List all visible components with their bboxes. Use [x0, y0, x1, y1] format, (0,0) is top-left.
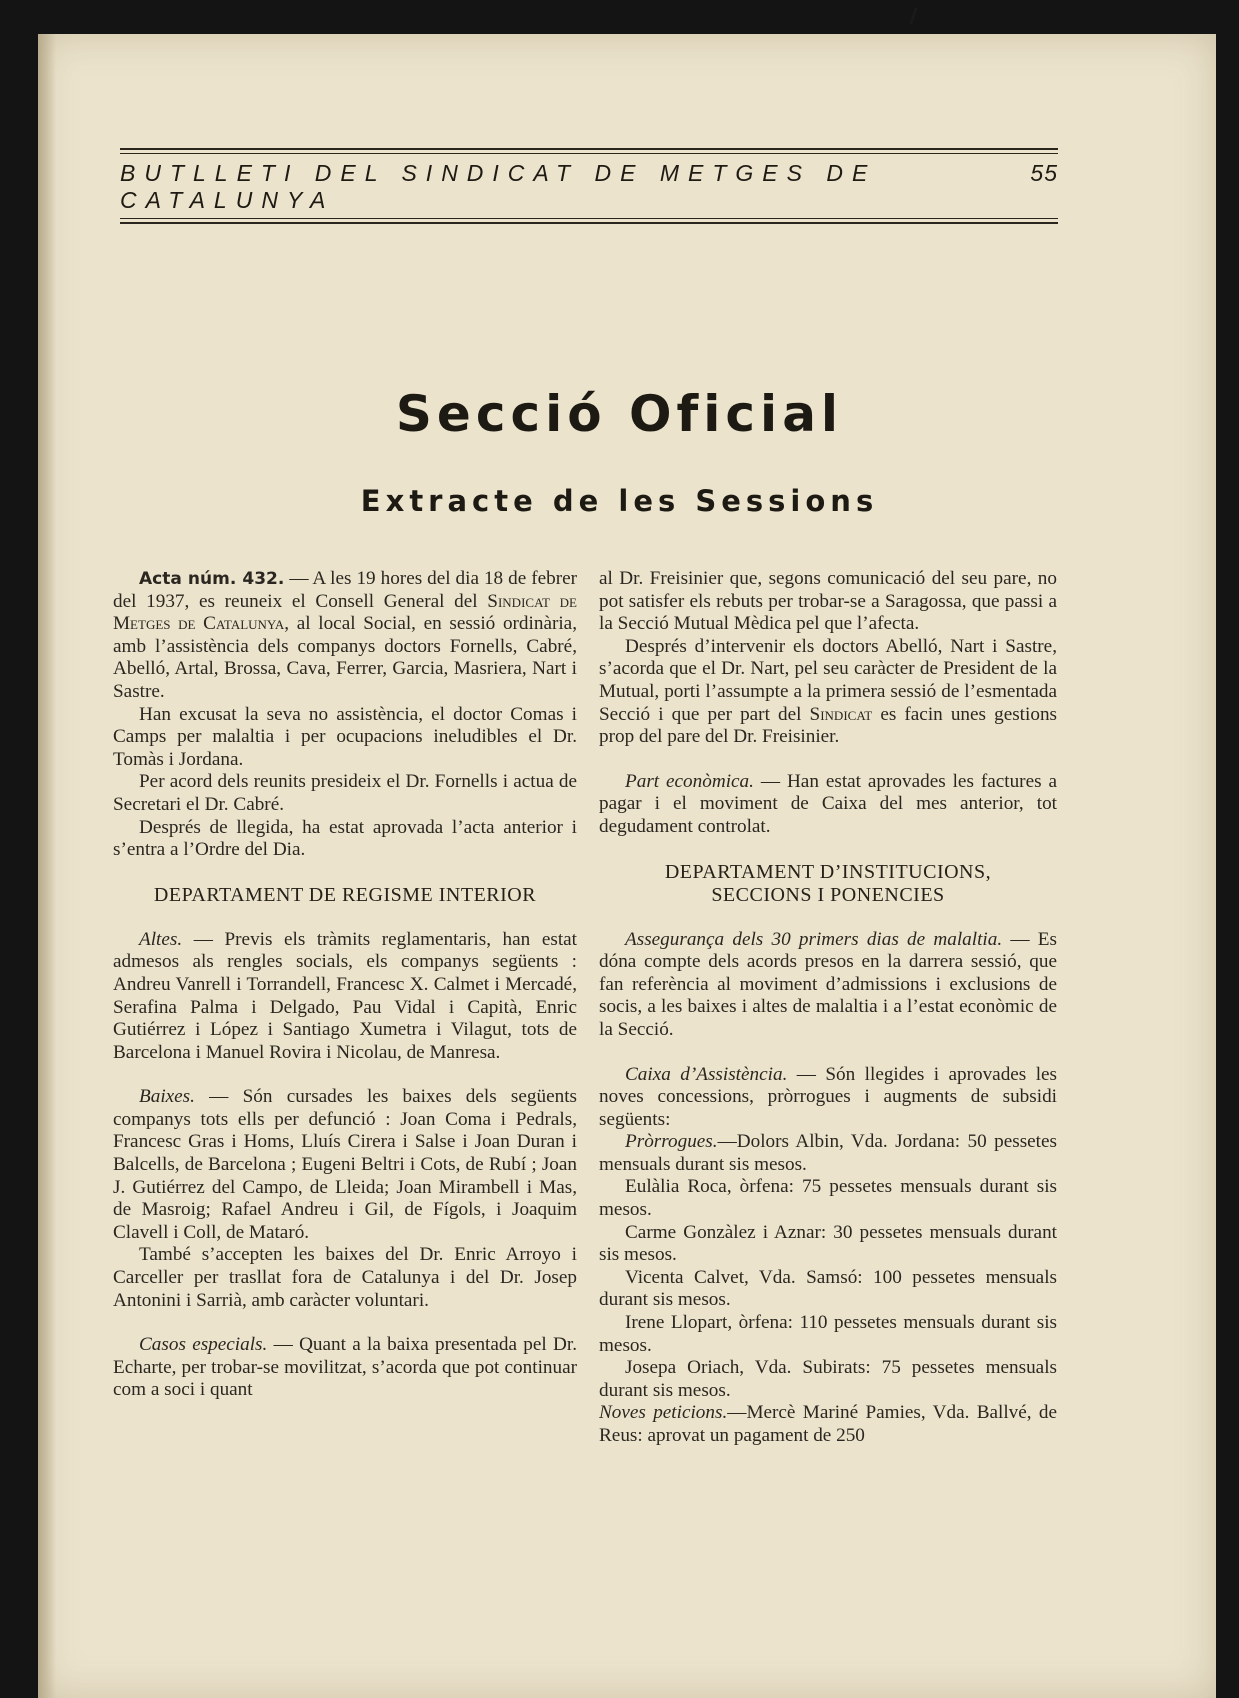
paragraph-nart: [599, 636, 1057, 749]
baixes-text: — Són cursades les baixes dels següents companys tots ells per defunció : Joan Coma i Pedrals, Francesc Gras i Homs, Lluís Cirera i Salse i Joan Duran i Balcells, de Barcelona ; Eugeni Beltri i Cots, de Rubí ; Joan J. Gutiérrez del Campo, de Lleida; Joan Mirambell i Mas, de Masroig; Rafael Andreu i Gil, de Fígols, i Joaquim Clavell i Coll, de Mataró.: [113, 1086, 577, 1243]
pencil-mark: [909, 8, 917, 24]
spacer: [599, 749, 1057, 771]
list-item: Josepa Oriach, Vda. Subirats: 75 pessetes mensuals durant sis mesos.: [599, 1357, 1057, 1401]
part-text: — Han estat aprovades les factures a pagar i el moviment de Caixa del mes anterior, tot degudament controlat.: [599, 770, 1057, 837]
list-item: Vicenta Calvet, Vda. Samsó: 100 pessetes mensuals durant sis mesos.: [599, 1266, 1057, 1311]
nart-text-a: Després d’intervenir els doctors Abelló, Nart i Sastre, s’acorda que el Dr. Nart, pel seu caràcter de President de la Mutual, porti l’assumpte a la primera sessió de l’esmentada Secció i que per part del: [599, 635, 1057, 725]
prorr-text: —Dolors Albin, Vda. Jordana: 50 pessetes mensuals durant sis mesos.: [599, 1131, 1057, 1175]
paragraph-asseguranca: [599, 929, 1057, 1042]
header-rule-bottom: [120, 222, 1058, 224]
baixes-label: Baixes.: [139, 1086, 195, 1108]
org-name: Sindicat de Metges de Catalunya: [113, 590, 577, 635]
paragraph-acta-approved: Després de llegida, ha estat aprovada l’acta anterior i s’entra a l’Ordre del Dia.: [113, 816, 577, 861]
dept-heading-line-2: SECCIONS I PONENCIES: [711, 883, 945, 906]
spacer: [599, 1042, 1057, 1064]
running-header-row: [120, 154, 1058, 218]
acta-paragraph: [113, 568, 577, 704]
casos-label: Casos especials.: [139, 1334, 268, 1356]
noves-text: —Mercè Mariné Pamies, Vda. Ballvé, de Reus: aprovat un pagament de 250: [599, 1402, 1057, 1446]
list-item: Carme Gonzàlez i Aznar: 30 pessetes mensuals durant sis mesos.: [599, 1221, 1057, 1266]
paragraph-baixes-2: També s’accepten les baixes del Dr. Enric Arroyo i Carceller per trasllat fora de Catalunya i del Dr. Josep Antonini i Sarrià, amb caràcter voluntari.: [113, 1244, 577, 1311]
paragraph-excuses: Han excusat la seva no assistència, el doctor Comas i Camps per malaltia i per ocupacions ineludibles el Dr. Tomàs i Jordana.: [113, 703, 577, 770]
paragraph-prorrogues: [599, 1131, 1057, 1176]
paragraph-part-economica: [599, 771, 1057, 839]
dept-heading-regisme: DEPARTAMENT DE REGISME INTERIOR: [153, 883, 537, 906]
spacer: [113, 1064, 577, 1086]
paragraph-caixa: [599, 1064, 1057, 1132]
spacer: [113, 1312, 577, 1334]
list-item: Irene Llopart, òrfena: 110 pessetes mensuals durant sis mesos.: [599, 1312, 1057, 1356]
section-subtitle: Extracte de les Sessions: [360, 484, 879, 518]
section-title: Secció Oficial: [395, 385, 844, 443]
part-label: Part econòmica.: [625, 770, 754, 792]
acta-text-b: , al local Social, en sessió ordinària, amb l’assistència dels companys doctors Fornells, Cabré, Abelló, Artal, Brossa, Cava, Ferrer, Garcia, Masriera, Nart i Sastre.: [113, 613, 577, 702]
binding-gutter: [38, 34, 56, 1698]
asseg-label: Assegurança dels 30 primers dias de malaltia.: [625, 928, 1003, 950]
altes-label: Altes.: [139, 928, 183, 950]
caixa-label: Caixa d’Assistència.: [625, 1063, 788, 1085]
dept-heading-institucions: [599, 861, 1057, 907]
paragraph-baixes: [113, 1086, 577, 1244]
paragraph-casos: [113, 1334, 577, 1402]
paragraph-president: Per acord dels reunits presideix el Dr. Fornells i actua de Secretari el Dr. Cabré.: [113, 771, 577, 815]
running-title: BUTLLETI DEL SINDICAT DE METGES DE CATALUNYA: [120, 160, 877, 213]
asseg-text: — Es dóna compte dels acords presos en la darrera sessió, que fan referència al moviment d’admissions i exclusions de socis, a les baixes i altes de malaltia i a l’estat econòmic de la Secció.: [599, 928, 1057, 1040]
caixa-text: — Són llegides i aprovades les noves concessions, pròrrogues i augments de subsidi següents:: [599, 1063, 1058, 1130]
altes-text: — Previs els tràmits reglamentaris, han estat admesos als rengles socials, els companys següents : Andreu Vanrell i Torrandell, Francesc X. Calmet i Mercadé, Serafina Palma i Delgado, Pau Vidal i Capità, Enric Gutiérrez i López i Santiago Xumetra i Vilagut, tots de Barcelona i Manuel Rovira i Nicolau, de Manresa.: [113, 928, 577, 1063]
noves-label: Noves peticions.: [599, 1402, 728, 1424]
right-column: [599, 568, 1057, 1448]
paragraph-noves: [599, 1402, 1057, 1447]
paragraph-continuation: al Dr. Freisinier que, segons comunicació del seu pare, no pot satisfer els rebuts per trobar-se a Saragossa, que passi a la Secció Mutual Mèdica pel que l’afecta.: [599, 568, 1057, 635]
page-number: 55: [1030, 160, 1058, 186]
running-header: [120, 148, 1058, 224]
casos-text: — Quant a la baixa presentada pel Dr. Echarte, per trobar-se movilitzat, s’acorda que pot continuar com a soci i quant: [113, 1334, 577, 1401]
acta-label: Acta núm. 432.: [139, 569, 285, 589]
prorr-label: Pròrrogues.: [625, 1131, 718, 1153]
paragraph-altes: [113, 929, 577, 1065]
acta-text-a: — A les 19 hores del dia 18 de febrer del 1937, es reuneix el Consell General del: [113, 568, 577, 612]
dept-heading-line-1: DEPARTAMENT D’INSTITUCIONS,: [664, 860, 992, 883]
list-item: Eulàlia Roca, òrfena: 75 pessetes mensuals durant sis mesos.: [599, 1176, 1057, 1221]
org-name-short: Sindicat: [809, 703, 873, 725]
header-rule-top: [120, 148, 1058, 150]
nart-text-b: es facin unes gestions prop del pare del Dr. Freisinier.: [599, 703, 1058, 748]
header-rule-bottom-thin: [120, 218, 1058, 219]
left-column: [113, 568, 577, 1402]
